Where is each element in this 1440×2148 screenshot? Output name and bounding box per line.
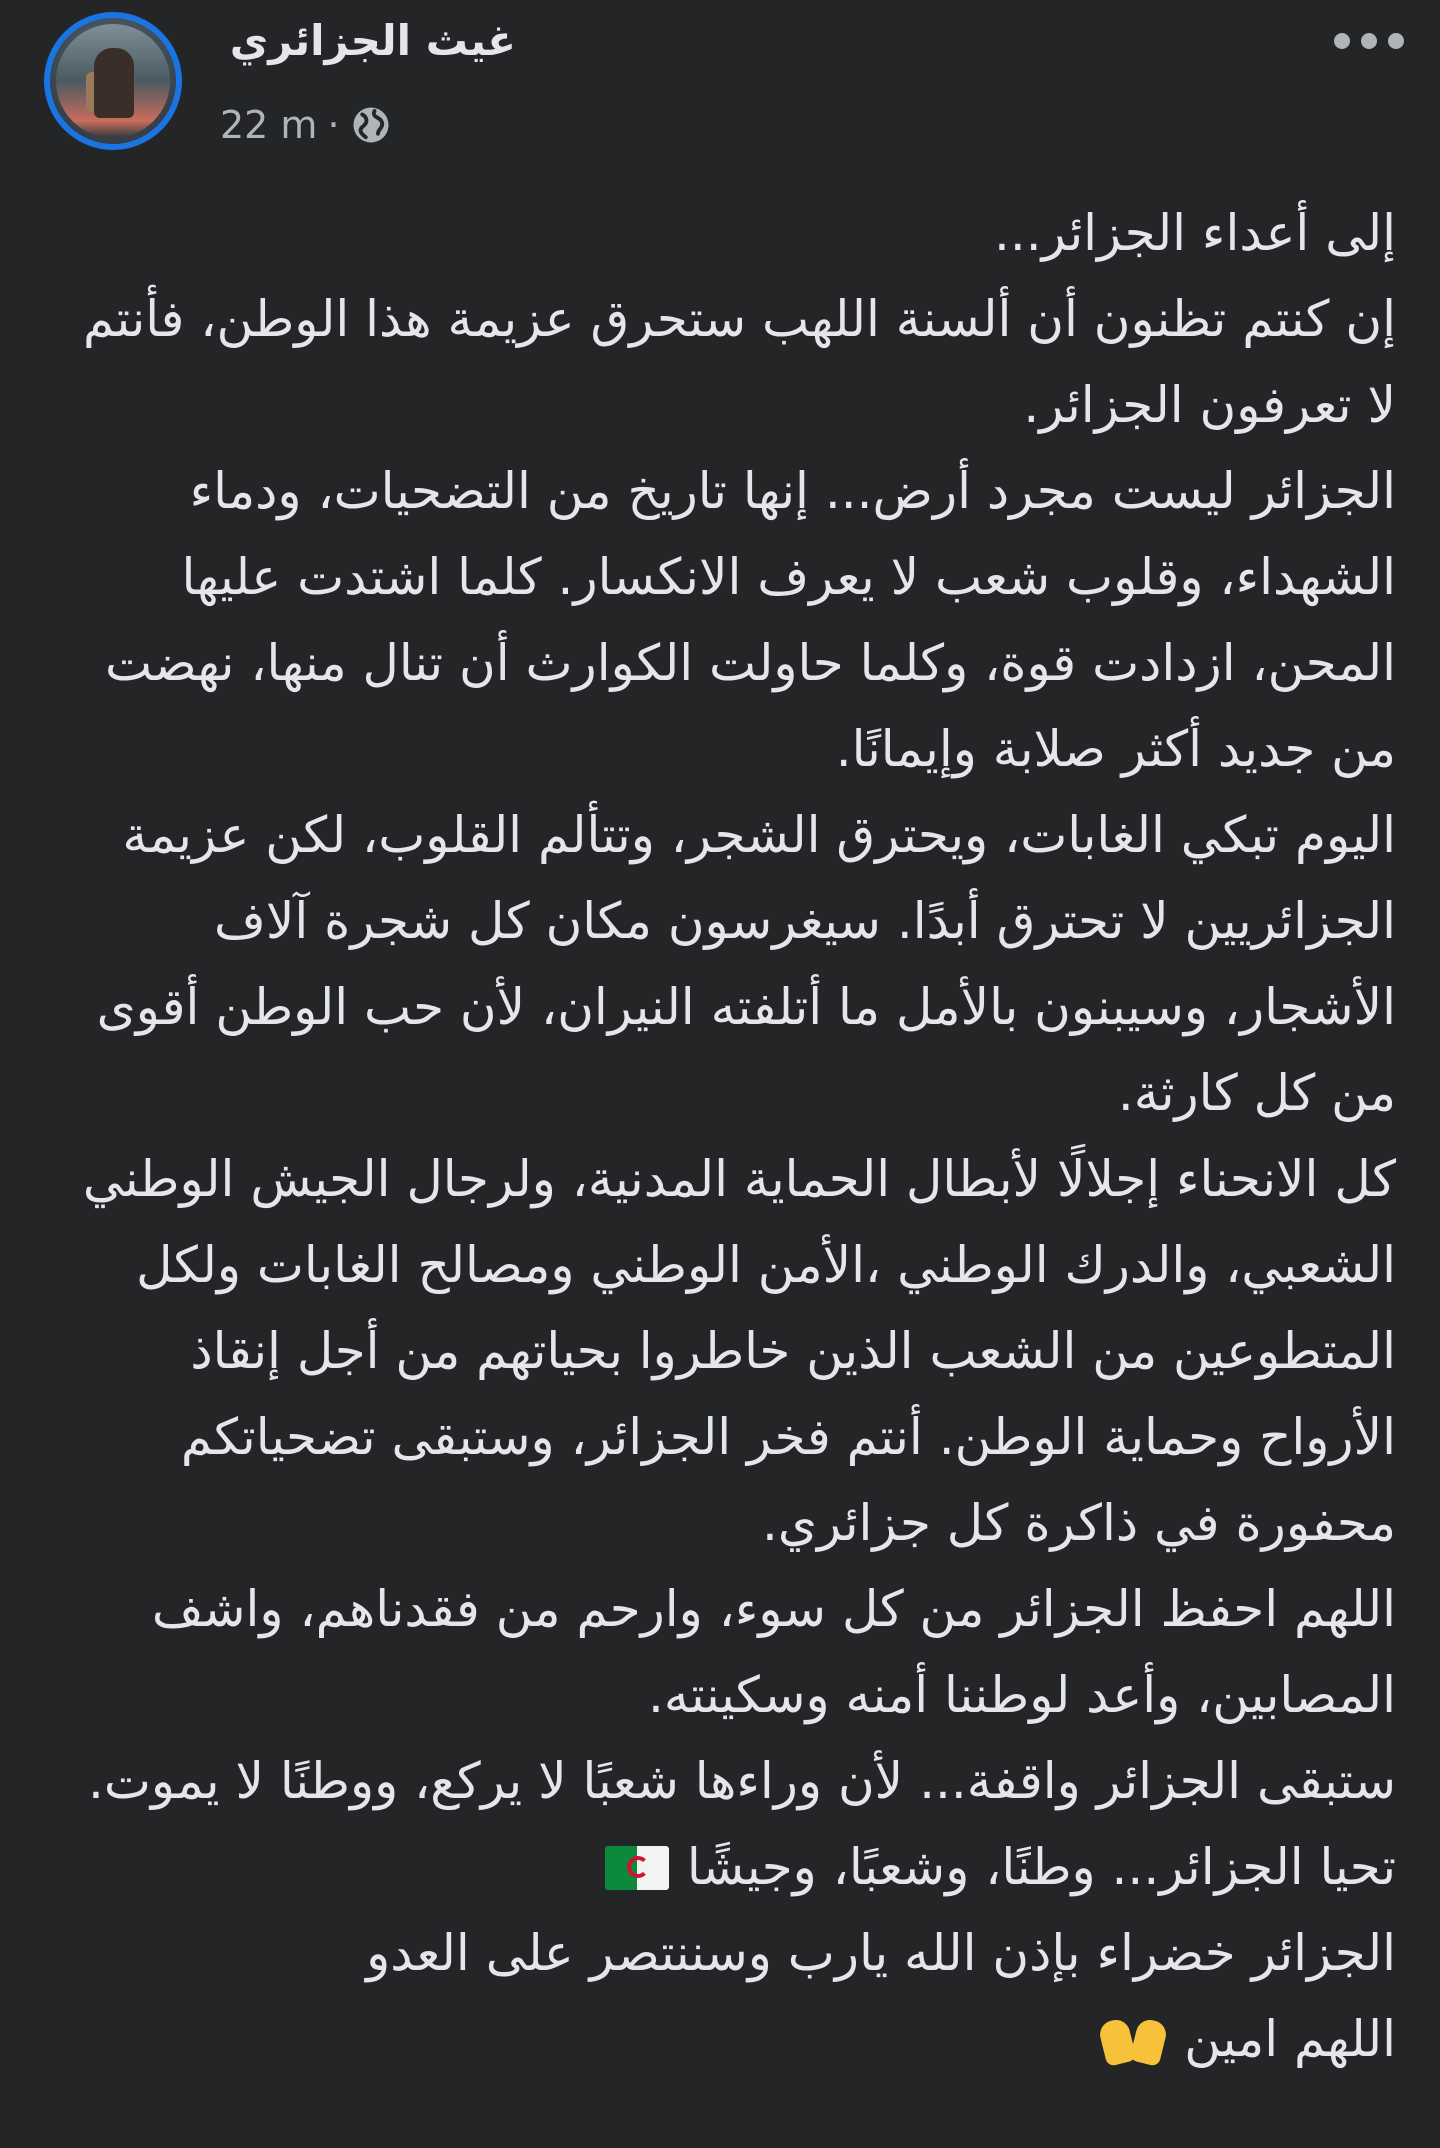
more-dot <box>1388 33 1404 49</box>
raising-hands-icon <box>1100 2014 1166 2064</box>
post-text <box>56 190 1396 2082</box>
algeria-flag-icon <box>605 1846 669 1890</box>
avatar-image <box>56 24 170 138</box>
more-dot <box>1334 33 1350 49</box>
avatar-figure-shape <box>94 48 134 118</box>
post-line: إن كنتم تظنون أن ألسنة اللهب ستحرق عزيمة هذا الوطن، فأنتم لا تعرفون الجزائر. <box>83 290 1396 434</box>
post-time[interactable]: 22 m <box>220 103 318 147</box>
globe-icon[interactable] <box>350 104 392 146</box>
post-line: الجزائر خضراء بإذن الله يارب وسننتصر على العدو <box>366 1924 1396 1982</box>
post-line: اللهم احفظ الجزائر من كل سوء، وارحم من فقدناهم، واشف المصابين، وأعد لوطننا أمنه وسكينته. <box>151 1580 1396 1724</box>
author-name[interactable]: غيث الجزائري <box>229 16 516 65</box>
more-options-icon[interactable] <box>1334 26 1404 56</box>
post-line: ستبقى الجزائر واقفة... لأن وراءها شعبًا لا يركع، ووطنًا لا يموت. <box>87 1752 1396 1810</box>
author-avatar[interactable] <box>44 12 182 150</box>
more-dot <box>1361 33 1377 49</box>
post-line-flag <box>56 1824 1396 1910</box>
meta-separator: · <box>327 103 340 147</box>
post-line: إلى أعداء الجزائر... <box>993 204 1396 262</box>
post-header <box>0 0 1440 170</box>
post-line: اليوم تبكي الغابات، ويحترق الشجر، وتتألم القلوب، لكن عزيمة الجزائريين لا تحترق أبدًا. سيغرسون مكان كل شجرة آلاف الأشجار، وسيبنون بالأمل ما أتلفته النيران، لأن حب الوطن أقوى من كل كارثة. <box>96 806 1396 1122</box>
post-line: الجزائر ليست مجرد أرض... إنها تاريخ من التضحيات، ودماء الشهداء، وقلوب شعب لا يعرف الانكسار. كلما اشتدت عليها المحن، ازدادت قوة، وكلما حاولت الكوارث أن تنال منها، نهضت من جديد أكثر صلابة وإيمانًا. <box>105 462 1396 778</box>
post-line-hands <box>56 1996 1396 2082</box>
post-line: تحيا الجزائر... وطنًا، وشعبًا، وجيشًا <box>686 1838 1396 1896</box>
post-line: كل الانحناء إجلالًا لأبطال الحماية المدنية، ولرجال الجيش الوطني الشعبي، والدرك الوطني ،الأمن الوطني ومصالح الغابات ولكل المتطوعين من الشعب الذين خاطروا بحياتهم من أجل إنقاذ الأرواح وحماية الوطن. أنتم فخر الجزائر، وستبقى تضحياتكم محفورة في ذاكرة كل جزائري. <box>82 1150 1396 1552</box>
post-meta <box>220 100 392 150</box>
post-line: اللهم امين <box>1184 2010 1396 2068</box>
